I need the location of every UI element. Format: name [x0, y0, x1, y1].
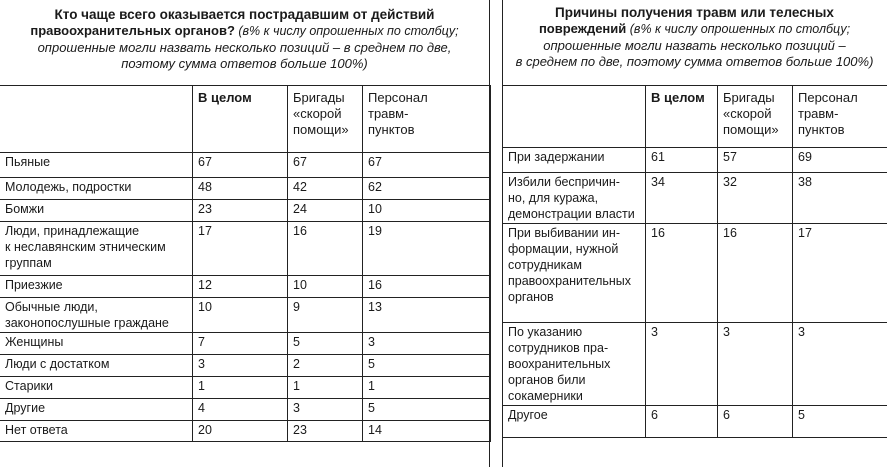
panel-divider-left: [489, 0, 490, 467]
right-table-row: [503, 406, 887, 438]
left-column-header-0: [0, 86, 193, 153]
left-cell-value: 1: [363, 377, 491, 399]
left-cell-value: 42: [288, 178, 363, 200]
left-row-label: Другие: [0, 399, 193, 421]
left-cell-value: 16: [363, 276, 491, 298]
right-column-header-3: Персонал травм- пунктов: [793, 86, 887, 148]
left-column-header-1: В целом: [193, 86, 288, 153]
left-cell-value: 67: [363, 153, 491, 178]
right-title-line4: в среднем по две, поэтому сумма ответов больше 100%): [515, 54, 874, 69]
left-cell-value: 23: [193, 200, 288, 222]
left-cell-value: 2: [288, 355, 363, 377]
right-column-header-0: [503, 86, 646, 148]
right-row-label: По указанию сотрудников пра- воохранительных органов били сокамерники: [503, 323, 646, 406]
left-cell-value: 1: [288, 377, 363, 399]
left-row-label: Люди с достатком: [0, 355, 193, 377]
left-cell-value: 19: [363, 222, 491, 276]
right-row-label: Избили беспричин- но, для куража, демонстрации власти: [503, 173, 646, 224]
right-table-row: [503, 323, 887, 406]
left-cell-value: 48: [193, 178, 288, 200]
right-title-line1: Причины получения травм или телесных: [555, 5, 834, 20]
left-table-row: [0, 298, 491, 333]
right-row-label: При выбивании ин- формации, нужной сотрудникам правоохранительных органов: [503, 224, 646, 323]
left-table-row: [0, 222, 491, 276]
left-cell-value: 23: [288, 421, 363, 442]
left-title-line1: Кто чаще всего оказывается пострадавшим от действий: [54, 7, 435, 22]
left-cell-value: 20: [193, 421, 288, 442]
right-cell-value: 57: [718, 148, 793, 173]
left-title-line4: поэтому сумма ответов больше 100%): [121, 56, 368, 71]
left-cell-value: 17: [193, 222, 288, 276]
left-row-label: Молодежь, подростки: [0, 178, 193, 200]
left-title-bold-part: правоохранительных органов?: [30, 23, 235, 38]
left-cell-value: 62: [363, 178, 491, 200]
left-row-label: Люди, принадлежащие к неславянским этническим группам: [0, 222, 193, 276]
left-cell-value: 3: [363, 333, 491, 355]
right-table-row: [503, 224, 887, 323]
left-cell-value: 5: [363, 355, 491, 377]
left-table: [0, 85, 491, 442]
left-cell-value: 13: [363, 298, 491, 333]
left-cell-value: 9: [288, 298, 363, 333]
left-table-row: [0, 333, 491, 355]
left-column-header-2: Бригады «скорой помощи»: [288, 86, 363, 153]
left-cell-value: 5: [288, 333, 363, 355]
right-cell-value: 61: [646, 148, 718, 173]
left-cell-value: 14: [363, 421, 491, 442]
left-cell-value: 12: [193, 276, 288, 298]
left-table-row: [0, 421, 491, 442]
left-column-header-3: Персонал травм- пунктов: [363, 86, 491, 153]
right-cell-value: 16: [718, 224, 793, 323]
left-row-label: Женщины: [0, 333, 193, 355]
left-cell-value: 7: [193, 333, 288, 355]
left-cell-value: 3: [288, 399, 363, 421]
right-table-row: [503, 148, 887, 173]
right-cell-value: 6: [646, 406, 718, 438]
left-cell-value: 10: [288, 276, 363, 298]
left-title-italic-part: (в% к числу опрошенных по столбцу;: [234, 24, 459, 38]
left-table-row: [0, 200, 491, 222]
right-table-header-row: [503, 86, 887, 148]
right-cell-value: 3: [646, 323, 718, 406]
right-row-label: Другое: [503, 406, 646, 438]
left-table-header-row: [0, 86, 491, 153]
right-title-bold-part: повреждений: [538, 21, 627, 36]
left-cell-value: 10: [193, 298, 288, 333]
right-cell-value: 16: [646, 224, 718, 323]
left-cell-value: 67: [288, 153, 363, 178]
right-cell-value: 32: [718, 173, 793, 224]
left-cell-value: 10: [363, 200, 491, 222]
left-table-row: [0, 153, 491, 178]
right-column-header-1: В целом: [646, 86, 718, 148]
right-title-line2: [502, 21, 887, 38]
right-column-header-2: Бригады «скорой помощи»: [718, 86, 793, 148]
left-cell-value: 4: [193, 399, 288, 421]
right-cell-value: 6: [718, 406, 793, 438]
left-title-line2: [0, 23, 489, 40]
left-row-label: Обычные люди, законопослушные граждане: [0, 298, 193, 333]
right-cell-value: 3: [793, 323, 887, 406]
right-panel: [502, 0, 887, 467]
right-cell-value: 3: [718, 323, 793, 406]
left-table-row: [0, 377, 491, 399]
left-cell-value: 24: [288, 200, 363, 222]
right-title-italic-part: (в% к числу опрошенных по столбцу;: [626, 22, 851, 36]
left-row-label: Пьяные: [0, 153, 193, 178]
right-cell-value: 34: [646, 173, 718, 224]
left-cell-value: 16: [288, 222, 363, 276]
right-cell-value: 38: [793, 173, 887, 224]
left-cell-value: 1: [193, 377, 288, 399]
right-title-line3: опрошенные могли назвать несколько позиций –: [543, 37, 846, 53]
left-row-label: Приезжие: [0, 276, 193, 298]
left-cell-value: 5: [363, 399, 491, 421]
left-title-line3: опрошенные могли назвать несколько позиций – в среднем по две,: [37, 39, 452, 55]
right-table: [502, 85, 887, 438]
left-row-label: Бомжи: [0, 200, 193, 222]
right-title: [502, 4, 887, 71]
right-cell-value: 69: [793, 148, 887, 173]
right-cell-value: 5: [793, 406, 887, 438]
right-cell-value: 17: [793, 224, 887, 323]
left-table-row: [0, 178, 491, 200]
left-table-row: [0, 399, 491, 421]
left-row-label: Нет ответа: [0, 421, 193, 442]
right-row-label: При задержании: [503, 148, 646, 173]
left-cell-value: 67: [193, 153, 288, 178]
right-table-row: [503, 173, 887, 224]
left-title: [0, 6, 489, 73]
left-table-row: [0, 355, 491, 377]
left-table-row: [0, 276, 491, 298]
left-row-label: Старики: [0, 377, 193, 399]
left-cell-value: 3: [193, 355, 288, 377]
